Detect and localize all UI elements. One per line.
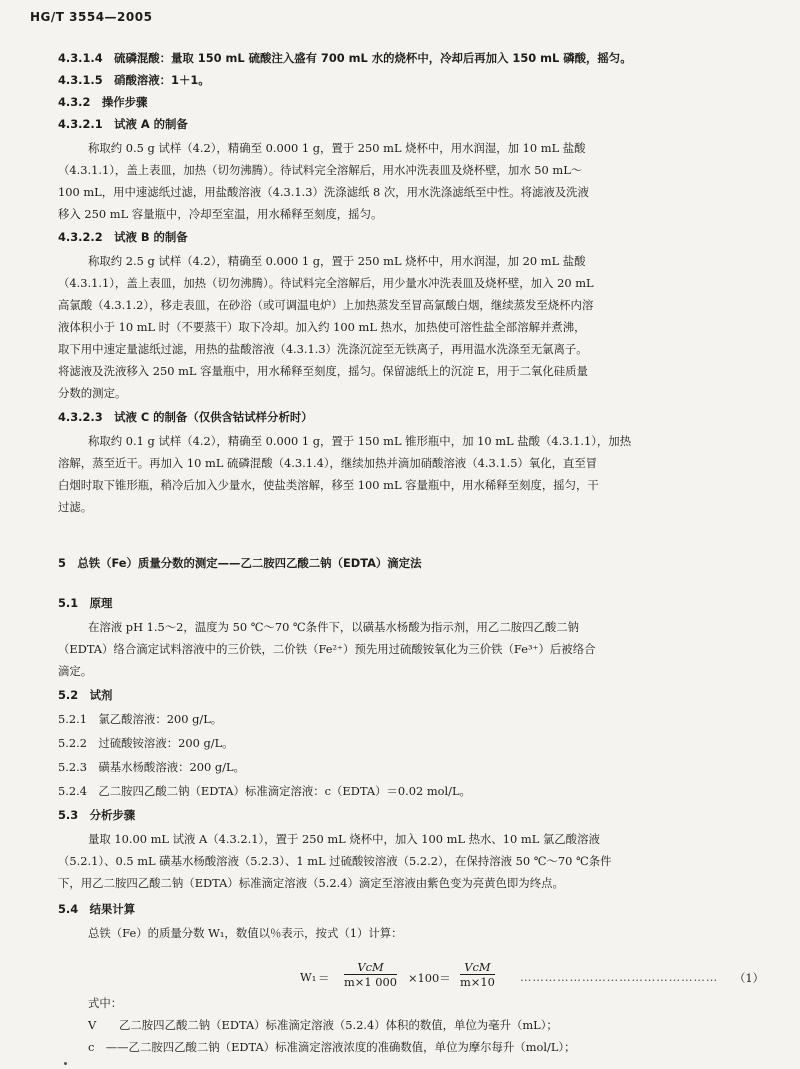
formula-times: ×100＝ (408, 971, 451, 985)
heading-4-3-2-2: 4.3.2.2 试液 B 的制备 (58, 230, 188, 244)
fraction-2 (460, 960, 495, 989)
para-line: 移入 250 mL 容量瓶中，冷却至室温，用水稀释至刻度，摇匀。 (58, 207, 383, 221)
heading-5-1: 5.1 原理 (58, 596, 113, 610)
para-line: 100 mL，用中速滤纸过滤，用盐酸溶液（4.3.1.3）洗涤滤纸 8 次，用水洗涤滤纸至中性。将滤液及洗液 (58, 185, 589, 199)
heading-4-3-2: 4.3.2 操作步骤 (58, 95, 148, 109)
para-line: 高氯酸（4.3.1.2），移走表皿，在砂浴（或可调温电炉）上加热蒸发至冒高氯酸白烟，继续蒸发至烧杯内溶 (58, 298, 594, 312)
variable-v-definition: V 乙二胺四乙酸二钠（EDTA）标准滴定溶液（5.2.4）体积的数值，单位为毫升（mL）； (88, 1018, 558, 1032)
fraction-2-denominator: m×10 (460, 975, 495, 989)
para-line: （5.2.1）、0.5 mL 磺基水杨酸溶液（5.2.3）、1 mL 过硫酸铵溶液（5.2.2），在保持溶液 50 ℃～70 ℃条件 (58, 854, 612, 868)
para-line: 过滤。 (58, 500, 93, 514)
clause-5-2-3: 5.2.3 磺基水杨酸溶液：200 g/L。 (58, 760, 245, 774)
para-line: 下，用乙二胺四乙酸二钠（EDTA）标准滴定溶液（5.2.4）滴定至溶液由紫色变为亮黄色即为终点。 (58, 876, 564, 890)
clause-5-2-4: 5.2.4 乙二胺四乙酸二钠（EDTA）标准滴定溶液：c（EDTA）＝0.02 mol/L。 (58, 784, 471, 798)
formula-leader-dots: ………………………………………… (520, 970, 719, 984)
variable-c-definition: c ——乙二胺四乙酸二钠（EDTA）标准滴定溶液浓度的准确数值，单位为摩尔每升（mol/L）； (88, 1040, 576, 1054)
para-line: 取下用中速定量滤纸过滤，用热的盐酸溶液（4.3.1.3）洗涤沉淀至无铁离子，再用温水洗涤至无氯离子。 (58, 342, 588, 356)
heading-5-3: 5.3 分析步骤 (58, 808, 136, 822)
para-line: 称取约 0.1 g 试样（4.2），精确至 0.000 1 g，置于 150 mL 锥形瓶中，加 10 mL 盐酸（4.3.1.1），加热 (88, 434, 632, 448)
fraction-2-numerator: VcM (460, 960, 495, 975)
scan-mark (64, 1062, 67, 1065)
heading-5-4: 5.4 结果计算 (58, 902, 136, 916)
heading-4-3-2-1: 4.3.2.1 试液 A 的制备 (58, 117, 188, 131)
formula-number: （1） (734, 971, 765, 985)
para-line: 在溶液 pH 1.5～2，温度为 50 ℃～70 ℃条件下，以磺基水杨酸为指示剂，用乙二胺四乙酸二钠 (88, 620, 580, 634)
clause-5-2-1: 5.2.1 氯乙酸溶液：200 g/L。 (58, 712, 223, 726)
para-line: 将滤液及洗液移入 250 mL 容量瓶中，用水稀释至刻度，摇匀。保留滤纸上的沉淀 E，用于二氧化硅质量 (58, 364, 588, 378)
para-line: （4.3.1.1），盖上表皿，加热（切勿沸腾）。待试料完全溶解后，用水冲洗表皿及烧杯壁，加水 50 mL～ (58, 163, 583, 177)
para-line: 白烟时取下锥形瓶，稍冷后加入少量水，使盐类溶解，移至 100 mL 容量瓶中，用水稀释至刻度，摇匀，干 (58, 478, 599, 492)
para-line: 称取约 2.5 g 试样（4.2），精确至 0.000 1 g，置于 250 mL 烧杯中，用水润湿，加 20 mL 盐酸 (88, 254, 586, 268)
clause-4-3-1-5: 4.3.1.5 硝酸溶液：1＋1。 (58, 73, 210, 87)
standard-number-header: HG/T 3554—2005 (30, 10, 153, 24)
clause-4-3-1-4: 4.3.1.4 硫磷混酸：量取 150 mL 硫酸注入盛有 700 mL 水的烧杯中，冷却后再加入 150 mL 磷酸，摇匀。 (58, 51, 632, 65)
fraction-1-denominator: m×1 000 (344, 975, 397, 989)
para-line: 滴定。 (58, 664, 93, 678)
para-line: 分数的测定。 (58, 386, 127, 400)
heading-4-3-2-3: 4.3.2.3 试液 C 的制备（仅供含钴试样分析时） (58, 410, 313, 424)
para-line: 称取约 0.5 g 试样（4.2），精确至 0.000 1 g，置于 250 mL 烧杯中，用水润湿，加 10 mL 盐酸 (88, 141, 586, 155)
heading-5-2: 5.2 试剂 (58, 688, 113, 702)
para-line: 量取 10.00 mL 试液 A（4.3.2.1），置于 250 mL 烧杯中，加入 100 mL 热水、10 mL 氯乙酸溶液 (88, 832, 600, 846)
formula-lhs: W₁ (300, 970, 317, 984)
where-label: 式中： (88, 996, 123, 1010)
fraction-1 (344, 960, 397, 989)
para-line: 溶解，蒸至近干。再加入 10 mL 硫磷混酸（4.3.1.4），继续加热并滴加硝酸溶液（4.3.1.5）氧化，直至冒 (58, 456, 598, 470)
formula-1 (300, 960, 765, 996)
para-line: 液体积小于 10 mL 时（不要蒸干）取下冷却。加入约 100 mL 热水，加热使可溶性盐全部溶解并煮沸， (58, 320, 586, 334)
para-line: 总铁（Fe）的质量分数 W₁，数值以％表示，按式（1）计算： (88, 926, 403, 940)
fraction-1-numerator: VcM (344, 960, 397, 975)
section-5-title: 5 总铁（Fe）质量分数的测定——乙二胺四乙酸二钠（EDTA）滴定法 (58, 556, 422, 570)
formula-equals: ＝ (318, 971, 330, 985)
para-line: （EDTA）络合滴定试料溶液中的三价铁，二价铁（Fe²⁺）预先用过硫酸铵氧化为三价铁（Fe³⁺）后被络合 (58, 642, 596, 656)
para-line: （4.3.1.1），盖上表皿，加热（切勿沸腾）。待试料完全溶解后，用少量水冲洗表皿及烧杯壁，加入 20 mL (58, 276, 594, 290)
clause-5-2-2: 5.2.2 过硫酸铵溶液：200 g/L。 (58, 736, 234, 750)
